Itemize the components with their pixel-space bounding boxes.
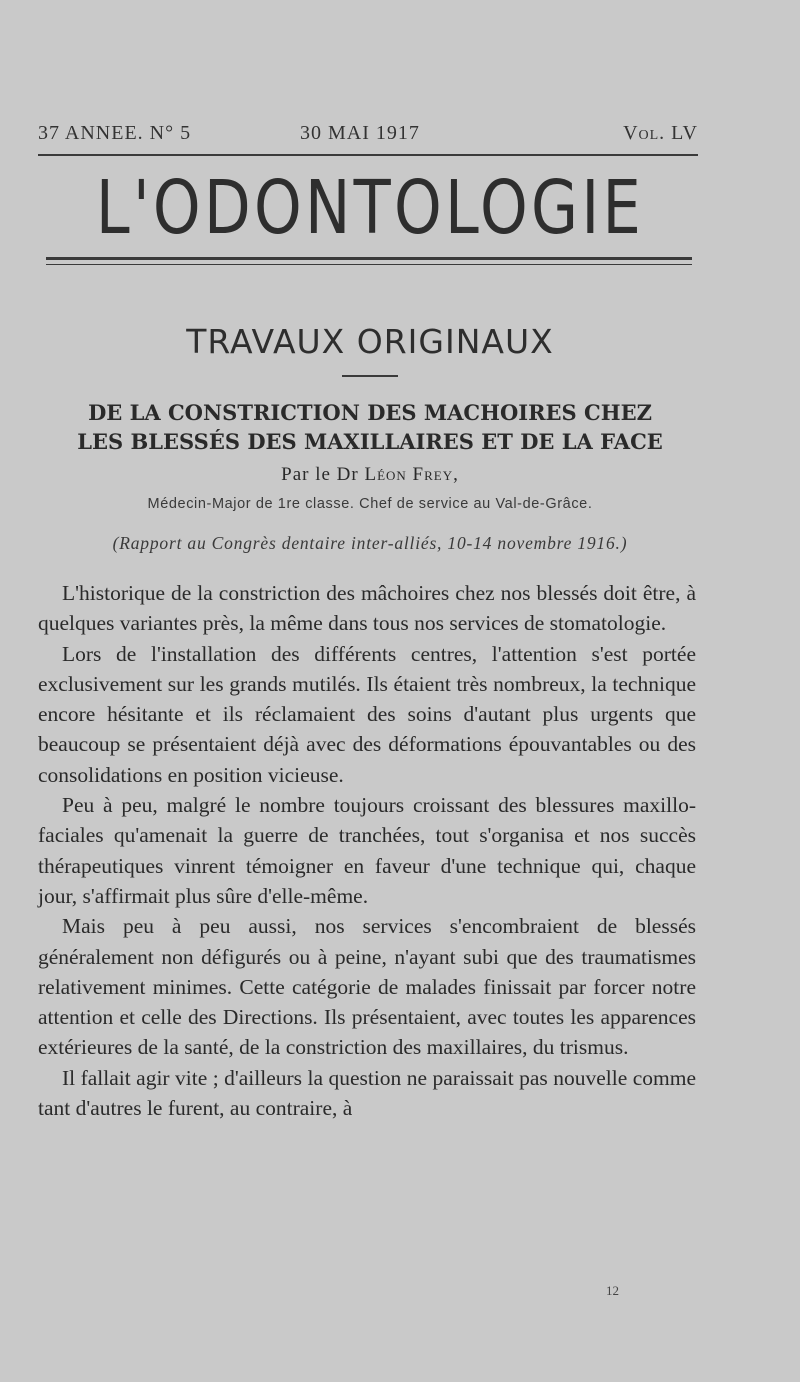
year-number: 37 ANNEE. N° 5 <box>38 122 192 144</box>
author-line <box>0 464 740 486</box>
report-note: (Rapport au Congrès dentaire inter-alliés, 10-14 novembre 1916.) <box>112 533 628 553</box>
title-rule-thin <box>46 264 692 265</box>
title-rule-thick <box>46 257 692 260</box>
journal-title: L'ODONTOLOGIE <box>95 165 645 251</box>
page-number: 12 <box>606 1283 619 1298</box>
section-rule <box>342 375 398 377</box>
masthead-rule <box>38 154 698 156</box>
article-title-line-2: LES BLESSÉS DES MAXILLAIRES ET DE LA FACE <box>77 429 663 454</box>
paragraph: Peu à peu, malgré le nombre toujours croissant des blessures maxillo-faciales qu'amenait la guerre de tranchées, tout s'organisa et nos succès thérapeutiques vinrent témoigner en faveur d'une technique qui, chaque jour, s'affirmait plus sûre d'elle-même. <box>38 793 696 908</box>
article-title-line-1: DE LA CONSTRICTION DES MACHOIRES CHEZ <box>88 400 652 425</box>
paragraph: L'historique de la constriction des mâchoires chez nos blessés doit être, à quelques variantes près, la même dans tous nos services de stomatologie. <box>38 581 696 636</box>
author-name: Léon Frey, <box>364 464 459 485</box>
article-title <box>36 398 704 456</box>
paragraph: Il fallait agir vite ; d'ailleurs la question ne paraissait pas nouvelle comme tant d'autres le furent, au contraire, à <box>38 1065 696 1121</box>
author-affiliation: Médecin-Major de 1re classe. Chef de service au Val-de-Grâce. <box>147 496 593 512</box>
paragraph: Lors de l'installation des différents centres, l'attention s'est portée exclusivement sur les grands mutilés. Ils étaient très nombreux, la technique encore hésitante et ils réclamaient des soins d'autant plus urgents que beaucoup se présentaient déjà avec des déformations épouvantables ou des consolidations en position vicieuse. <box>38 641 696 787</box>
masthead <box>38 122 698 152</box>
paragraph: Mais peu à peu aussi, nos services s'encombraient de blessés généralement non défigurés ou à peine, n'ayant subi que des traumatismes relativement minimes. Cette catégorie de malades finissait par forcer notre attention et celle des Directions. Ils présentaient, avec toutes les apparences extérieures de la santé, de la constriction des maxillaires, du trismus. <box>38 914 696 1060</box>
volume: Vol. LV <box>623 122 698 144</box>
author-prefix: Par le Dr <box>281 464 359 485</box>
section-title: TRAVAUX ORIGINAUX <box>186 322 554 361</box>
article-body <box>38 578 696 1123</box>
issue-date: 30 MAI 1917 <box>300 122 420 144</box>
